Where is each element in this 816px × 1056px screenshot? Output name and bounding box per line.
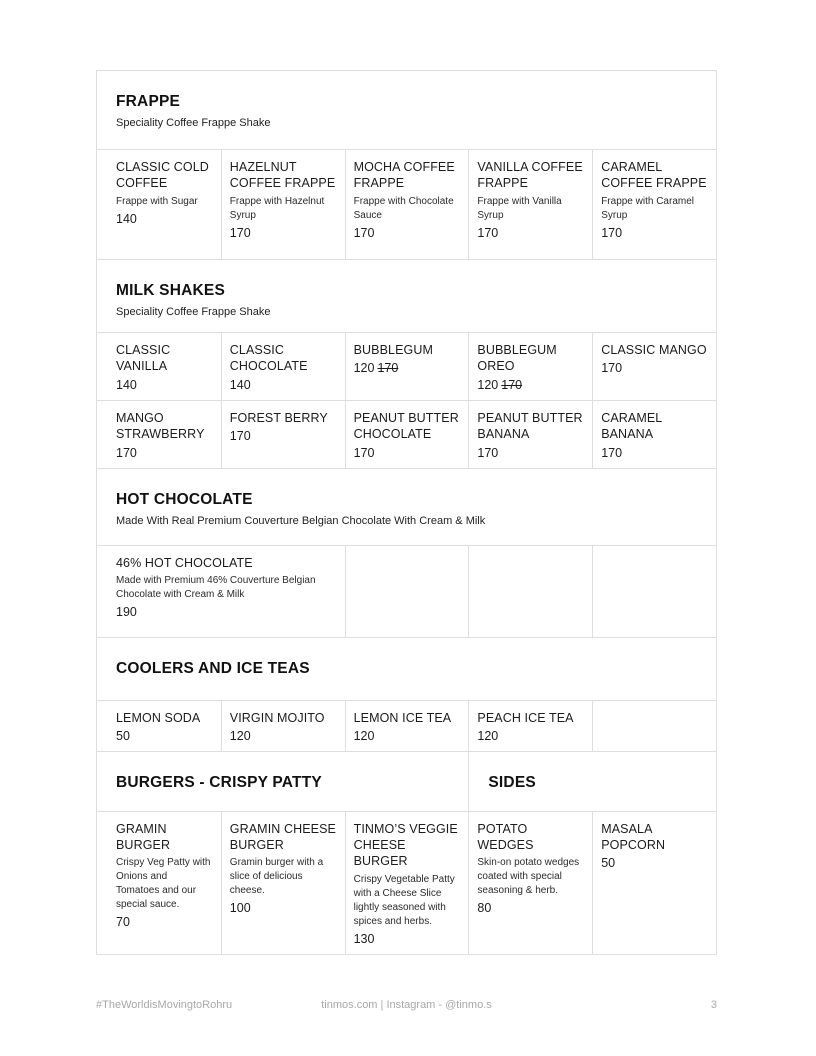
price-current: 170 [229, 225, 251, 240]
menu-item [345, 812, 469, 954]
price-current: 170 [477, 445, 499, 460]
item-price [230, 378, 337, 392]
section-header-burgers-sides [97, 751, 716, 811]
item-name: 46% HOT CHOCOLATE [116, 555, 253, 570]
menu-item [221, 812, 345, 954]
menu-table [96, 70, 717, 955]
item-name: CARAMEL COFFEE FRAPPE [601, 160, 707, 191]
item-name: PEANUT BUTTER BANANA [477, 411, 583, 442]
menu-item [221, 401, 345, 468]
frappe-items-row [97, 149, 716, 259]
item-name: LEMON SODA [116, 710, 201, 725]
item-name: VIRGIN MOJITO [229, 710, 325, 725]
item-name: MASALA POPCORN [601, 821, 666, 852]
price-old: 170 [501, 377, 523, 392]
item-price [601, 361, 708, 375]
item-desc: Made with Premium 46% Couverture Belgian Chocolate with Cream & Milk [116, 574, 316, 600]
menu-item [345, 401, 469, 468]
menu-item [468, 812, 592, 954]
page-number: 3 [710, 999, 717, 1011]
menu-item [592, 401, 716, 468]
section-header-cell [97, 260, 716, 332]
menu-item [468, 401, 592, 468]
item-desc: Crispy Veg Patty with Onions and Tomatoes and our special sauce. [116, 857, 211, 911]
item-name: GRAMIN CHEESE BURGER [229, 821, 336, 852]
menu-item [345, 701, 469, 751]
item-price [354, 446, 461, 460]
item-desc: Frappe with Chocolate Sauce [353, 195, 454, 221]
section-title: FRAPPE [116, 93, 181, 110]
menu-item [592, 812, 716, 954]
item-desc: Gramin burger with a slice of delicious cheese. [229, 857, 324, 897]
section-subtitle: Made With Real Premium Couverture Belgian Chocolate With Cream & Milk [116, 514, 486, 527]
menu-item [97, 150, 221, 259]
menu-item [221, 150, 345, 259]
item-name: CLASSIC CHOCOLATE [229, 343, 308, 374]
page-footer [96, 999, 717, 1011]
section-subtitle: Speciality Coffee Frappe Shake [116, 306, 271, 318]
item-price [230, 729, 337, 743]
price-current: 170 [477, 225, 499, 240]
price-current: 140 [116, 377, 137, 392]
item-name: CLASSIC MANGO [601, 343, 707, 357]
price-current: 50 [601, 856, 616, 871]
price-current: 80 [477, 901, 492, 916]
price-current: 120 [353, 728, 375, 743]
section-header-milk-shakes [97, 259, 716, 332]
item-name: POTATO WEDGES [477, 821, 534, 852]
item-price [354, 729, 461, 743]
price-current: 50 [116, 728, 130, 743]
item-desc: Frappe with Sugar [116, 195, 198, 207]
item-name: TINMO’S VEGGIE CHEESE BURGER [353, 821, 458, 869]
price-current: 170 [601, 361, 623, 376]
item-price [230, 429, 337, 443]
menu-item [592, 150, 716, 259]
menu-item [97, 401, 221, 468]
price-current: 120 [477, 377, 499, 392]
menu-item [97, 333, 221, 400]
menu-item [221, 701, 345, 751]
item-desc: Skin-on potato wedges coated with special seasoning & herb. [477, 857, 580, 897]
empty-cell [468, 546, 592, 637]
price-current: 130 [353, 931, 375, 946]
item-desc: Crispy Vegetable Patty with a Cheese Slice lightly seasoned with spices and herbs. [353, 873, 455, 927]
price-current: 70 [116, 915, 130, 930]
price-current: 140 [116, 211, 137, 226]
item-price [477, 446, 584, 460]
price-current: 170 [353, 445, 375, 460]
item-name: MANGO STRAWBERRY [116, 411, 205, 442]
section-header-cell [97, 638, 716, 700]
price-current: 140 [229, 377, 251, 392]
item-name: GRAMIN BURGER [116, 821, 171, 852]
item-price [230, 901, 337, 915]
item-name: MOCHA COFFEE FRAPPE [353, 160, 455, 191]
item-name: BUBBLEGUM OREO [477, 343, 557, 374]
item-price [116, 729, 213, 743]
menu-item [592, 333, 716, 400]
item-name: HAZELNUT COFFEE FRAPPE [229, 160, 336, 191]
item-price [601, 446, 708, 460]
menu-item [345, 333, 469, 400]
item-name: LEMON ICE TEA [353, 710, 452, 725]
price-current: 120 [353, 361, 375, 376]
section-title: HOT CHOCOLATE [116, 490, 253, 508]
item-name: VANILLA COFFEE FRAPPE [477, 160, 583, 191]
menu-item [97, 546, 345, 637]
section-header-cell [97, 469, 716, 545]
price-old: 170 [377, 361, 399, 376]
menu-item [345, 150, 469, 259]
menu-item [468, 150, 592, 259]
section-header-frappe [97, 71, 716, 149]
item-price [601, 226, 708, 240]
empty-cell [592, 546, 716, 637]
footer-hashtag: #TheWorldisMovingtoRohru [96, 999, 233, 1011]
item-price [354, 361, 461, 375]
item-price [116, 212, 213, 226]
empty-cell [592, 701, 716, 751]
hot-chocolate-row [97, 545, 716, 637]
section-header-cell-sides [468, 752, 716, 811]
footer-site-text: tinmos.com | Instagram - @tinmo.s [321, 999, 492, 1011]
item-price [477, 729, 584, 743]
item-name: BUBBLEGUM [353, 343, 433, 357]
item-name: PEANUT BUTTER CHOCOLATE [353, 411, 459, 442]
item-name: CLASSIC COLD COFFEE [116, 160, 209, 191]
empty-cell [345, 546, 469, 637]
milk-shakes-row-2 [97, 400, 716, 468]
item-price [477, 378, 584, 392]
item-desc: Frappe with Hazelnut Syrup [229, 195, 325, 221]
price-current: 170 [116, 445, 137, 460]
price-current: 170 [229, 429, 251, 444]
section-header-hot-chocolate [97, 468, 716, 545]
item-name: CARAMEL BANANA [601, 411, 662, 442]
item-price [354, 226, 461, 240]
item-price [116, 446, 213, 460]
price-current: 120 [477, 728, 499, 743]
item-price [116, 605, 337, 619]
item-price [477, 226, 584, 240]
section-title: BURGERS - CRISPY PATTY [116, 773, 322, 791]
section-header-cell-burgers [97, 752, 468, 811]
section-header-cell [97, 71, 716, 149]
coolers-items-row [97, 700, 716, 751]
item-price [601, 856, 708, 870]
burgers-sides-items-row [97, 811, 716, 954]
item-name: CLASSIC VANILLA [116, 343, 171, 374]
section-title: SIDES [488, 773, 536, 791]
section-subtitle: Speciality Coffee Frappe Shake [116, 117, 271, 129]
item-name: FOREST BERRY [229, 411, 328, 425]
item-desc: Frappe with Caramel Syrup [601, 195, 694, 221]
menu-item [221, 333, 345, 400]
price-current: 190 [116, 604, 137, 619]
item-name: PEACH ICE TEA [477, 710, 574, 725]
section-title: MILK SHAKES [116, 282, 225, 299]
price-current: 120 [229, 728, 251, 743]
item-price [116, 915, 213, 929]
section-title: COOLERS AND ICE TEAS [116, 659, 310, 677]
menu-item [97, 812, 221, 954]
milk-shakes-row-1 [97, 332, 716, 400]
item-price [477, 901, 584, 915]
menu-item [468, 333, 592, 400]
item-price [354, 932, 461, 946]
menu-item [97, 701, 221, 751]
menu-item [468, 701, 592, 751]
item-price [230, 226, 337, 240]
price-current: 170 [353, 225, 375, 240]
price-current: 170 [601, 225, 623, 240]
section-header-coolers [97, 637, 716, 700]
item-desc: Frappe with Vanilla Syrup [477, 195, 562, 221]
price-current: 170 [601, 445, 623, 460]
price-current: 100 [229, 901, 251, 916]
item-price [116, 378, 213, 392]
